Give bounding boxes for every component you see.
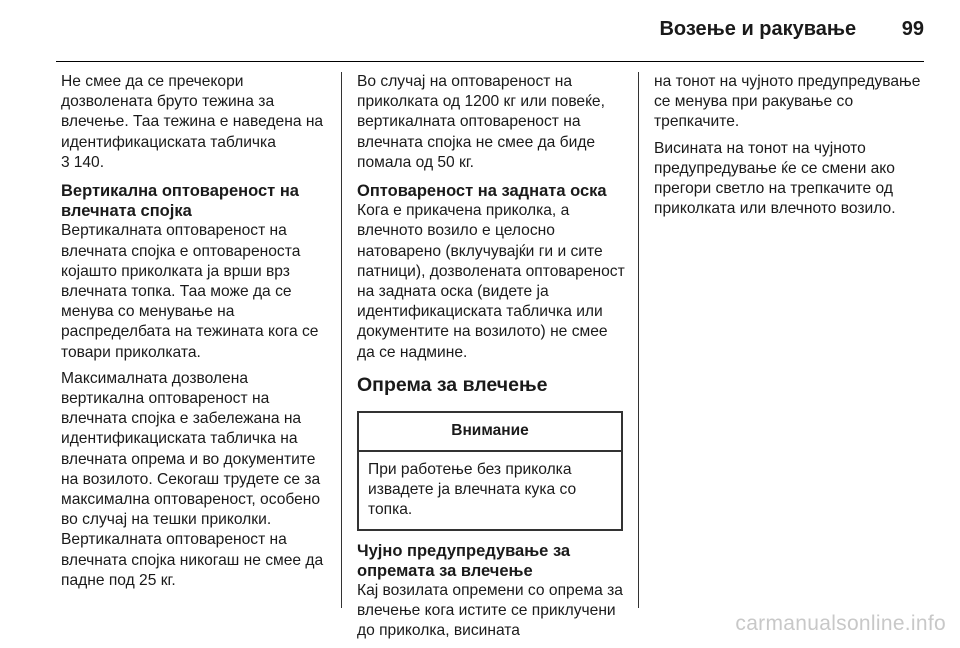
paragraph-heavy-trailer-load: Во случај на оптовареност на приколката од 1200 кг или повеќе, вертикалната оптовареност на влечната спојка не смее да биде помала од 50 кг. bbox=[357, 73, 605, 171]
heading-audible-warning: Чујно предупредување за опремата за влечење bbox=[357, 541, 571, 580]
warning-box bbox=[357, 411, 623, 531]
column-divider-1 bbox=[341, 72, 342, 608]
column-divider-2 bbox=[638, 72, 639, 608]
column-3 bbox=[654, 72, 924, 225]
column-2 bbox=[357, 72, 627, 648]
paragraph-tone-change: на тонот на чујното предупредување се менува при ракување со трепкачите. bbox=[654, 73, 921, 131]
paragraph-max-vertical-load: Максималната дозволена вертикална оптовареност на влечната спојка е забележана на идентификациската табличка на влечната опрема и во документите на возилото. Секогаш трудете се за максимална оптовареност, особено во случај на тешки приколки. Вертикалната оптовареност на влечната спојка никогаш не смее да падне под 25 кг. bbox=[61, 369, 324, 589]
column-1 bbox=[61, 72, 331, 597]
watermark: carmanualsonline.info bbox=[735, 612, 946, 635]
warning-title: Внимание bbox=[359, 413, 621, 452]
page-reference-link[interactable]: 140. bbox=[73, 153, 105, 171]
page-header bbox=[659, 18, 924, 41]
heading-towing-equipment: Опрема за влечење bbox=[357, 373, 548, 396]
chapter-title: Возење и ракување bbox=[659, 18, 857, 40]
paragraph-rear-axle-load: Кога е прикачена приколка, а влечното возило е целосно натоварено (вклучувајќи ги и сите патници), дозволената оптовареност на задната оска (видете ја идентификациската табличка или документите на возилото) не смее да се надмине. bbox=[357, 202, 625, 361]
heading-rear-axle-load: Оптовареност на задната оска bbox=[357, 182, 607, 201]
heading-vertical-load: Вертикална оптовареност на влечната спојка bbox=[61, 182, 299, 221]
paragraph-bulb-failure: Висината на тонот на чујното предупредување ќе се смени ако прегори светло на трепкачите од приколката или влечното возило. bbox=[654, 139, 896, 218]
page-reference-arrow-icon: 3 bbox=[61, 153, 70, 171]
paragraph-audible-warning: Кај возилата опремени со опрема за влечење кога истите се приклучени до приколка, висината bbox=[357, 582, 623, 640]
page-number: 99 bbox=[901, 18, 924, 40]
header-divider bbox=[56, 61, 924, 62]
warning-text: При работење без приколка извадете ја влечната кука со топка. bbox=[368, 461, 577, 519]
paragraph-gross-weight: Не смее да се пречекори дозволената бруто тежина за влечење. Таа тежина е наведена на идентификациската табличка 3 140. bbox=[61, 72, 331, 173]
paragraph-vertical-load: Вертикалната оптовареност на влечната спојка е оптовареноста којашто приколката ја врши врз влечната топка. Таа може да се менува со менување на распределбата на тежината кога се товари приколката. bbox=[61, 222, 319, 361]
